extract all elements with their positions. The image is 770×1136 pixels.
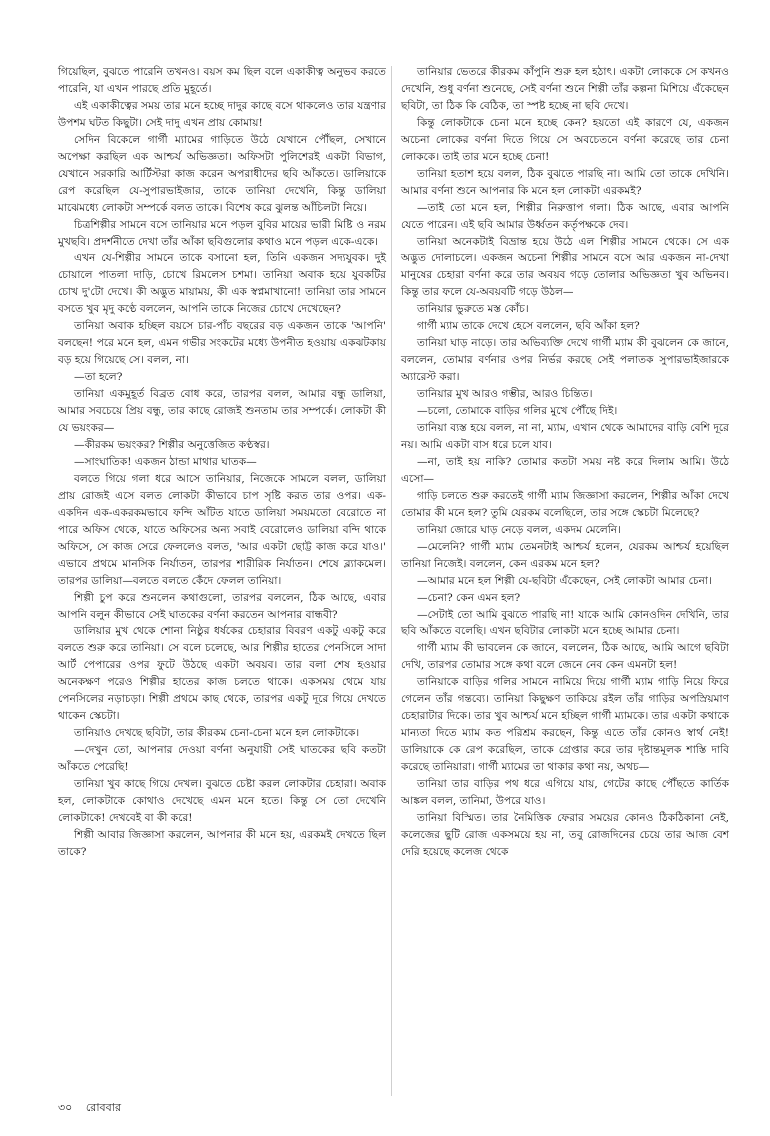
paragraph: —তা হলে? bbox=[74, 371, 123, 384]
paragraph: তানিয়াও দেখছে ছবিটা, তার কীরকম চেনা-চেনা মনে হল লোকটাকে। bbox=[74, 727, 360, 740]
paragraph: —না, তাই হয় নাকি? তোমার কতটা সময় নষ্ট করে দিলাম আমি। উঠে এসো— bbox=[401, 455, 729, 485]
paragraph: —চেনা? কেন এমন হল? bbox=[417, 591, 521, 604]
paragraph: তানিয়া খুব কাছে গিয়ে দেখল। বুঝতে চেষ্টা করল লোকটার চেহারা। অবাক হল, লোকটাকে কোথাও দেখেছে এমন মনে হতে। কিন্তু সে তো দেখেনি লোকটাকে! দেখবেই বা কী করে! bbox=[58, 778, 386, 824]
paragraph: তানিয়া ঘাড় নাড়ে। তার অভিব্যক্তি দেখে গার্গী ম্যাম কী বুঝলেন কে জানে, বললেন, তোমার বর্ণনার ওপর নির্ভর করছে সেই পলাতক সুপারভাইজারকে অ্যারেস্ট করা। bbox=[401, 337, 729, 384]
paragraph: —চলো, তোমাকে বাড়ির গলির মুখে পৌঁছে দিই। bbox=[417, 405, 618, 418]
paragraph: তানিয়া হতাশ হয়ে বলল, ঠিক বুঝতে পারছি না। আমি তো তাকে দেখিনি। আমার বর্ণনা শুনে আপনার কি মনে হল লোকটা এরকমই? bbox=[401, 167, 729, 197]
paragraph: এখন যে-শিল্পীর সামনে তাকে বসানো হল, তিনি একজন সদ্যযুবক। দুই চোয়ালে পাতলা দাড়ি, চোখে রিমলেস চশমা। তানিয়া অবাক হয়ে যুবকটির চোখ দু'টো দেখে। কী অদ্ভুত মায়াময়, কী এক স্বপ্নমাখানো! তানিয়া তার সামনে বসতে খুব মৃদু কণ্ঠে বললেন, আপনি তাকে নিজের চোখে দেখেছেন? bbox=[58, 252, 386, 316]
paragraph: চিত্রশিল্পীর সামনে বসে তানিয়ার মনে পড়ল বুবির মায়ের ভারী মিষ্টি ও নরম মুখছবি। প্রদর্শনীতে দেখা তাঁর আঁকা ছবিগুলোর কথাও মনে পড়ল একে-একে। bbox=[58, 218, 386, 248]
paragraph: শিল্পী আবার জিজ্ঞাসা করলেন, আপনার কী মনে হয়, এরকমই দেখতে ছিল তাকে? bbox=[58, 828, 386, 858]
column-divider bbox=[391, 66, 392, 1096]
paragraph: গার্গী ম্যাম তাকে দেখে হেসে বললেন, ছবি আঁকা হল? bbox=[417, 320, 640, 333]
paragraph: —কীরকম ভয়ংকর? শিল্পীর অনুত্তেজিত কণ্ঠস্বর। bbox=[74, 438, 270, 451]
paragraph: কিন্তু লোকটাকে চেনা মনে হচ্ছে কেন? হয়তো এই কারণে যে, একজন অচেনা লোকের বর্ণনা দিতে গিয়ে সে অবচেতনে বর্ণনা করেছে তার চেনা লোককে। তাই তার মনে হচ্ছে চেনা! bbox=[401, 116, 729, 163]
paragraph: —দেখুন তো, আপনার দেওয়া বর্ণনা অনুযায়ী সেই ঘাতকের ছবি কতটা আঁকতে পেরেছি! bbox=[58, 744, 386, 774]
paragraph: শিল্পী চুপ করে শুনলেন কথাগুলো, তারপর বললেন, ঠিক আছে, এবার আপনি বলুন কীভাবে সেই ঘাতকের বর্ণনা করতেন আপনার বান্ধবী? bbox=[58, 591, 386, 621]
page-number: ৩০ bbox=[58, 1101, 73, 1114]
paragraph: সেদিন বিকেলে গার্গী ম্যামের গাড়িতে উঠে যেখানে পৌঁছল, সেখানে অপেক্ষা করছিল এক আশ্চর্য অভিজ্ঞতা। অফিসটা পুলিশেরই একটা বিভাগ, যেখানে সরকারি আর্টিস্টরা কাজ করেন অপরাধীদের ছবি আঁকতে। ডালিয়াকে রেপ করেছিল যে-সুপারভাইজার, তাকে তানিয়া দেখেনি, কিন্তু ডালিয়া মাঝেমধ্যে লোকটা সম্পর্কে বলত তাকে। বিশেষ করে ঝুলন্ত আঁচিলটা নিয়ে। bbox=[58, 133, 386, 214]
paragraph: —সাংঘাতিক! একজন ঠান্ডা মাথার ঘাতক— bbox=[74, 455, 257, 468]
paragraph: তানিয়া ব্যস্ত হয়ে বলল, না না, ম্যাম, এখান থেকে আমাদের বাড়ি বেশি দূরে নয়। আমি একটা বাস ধরে চলে যাব। bbox=[401, 422, 729, 451]
paragraph: গার্গী ম্যাম কী ভাবলেন কে জানে, বললেন, ঠিক আছে, আমি আগে ছবিটা দেখি, তারপর তোমার সঙ্গে কথা বলে জেনে নেব কেন এমনটা হল! bbox=[401, 642, 729, 672]
paragraph: —তাই তো মনে হল, শিল্পীর নিরুত্তাপ গলা। ঠিক আছে, এবার আপনি যেতে পারেন। এই ছবি আমার উর্ধ্বতন কর্তৃপক্ষকে দেব। bbox=[401, 201, 729, 231]
paragraph: তানিয়ার ভেতরে কীরকম কাঁপুনি শুরু হল হঠাৎ। একটা লোককে সে কখনও দেখেনি, শুধু বর্ণনা শুনেছে, সেই বর্ণনা শুনে শিল্পী তাঁর কল্পনা মিশিয়ে এঁকেছেন ছবিটা, তা ঠিক কি বেঠিক, তা স্পষ্ট হচ্ছে না ছবি দেখে। bbox=[401, 66, 729, 112]
paragraph: বলতে গিয়ে গলা ধরে আসে তানিয়ার, নিজেকে সামলে বলল, ডালিয়া প্রায় রোজই এসে বলত লোকটা কীভাবে চাপ সৃষ্টি করত তার ওপর। এক-একদিন এক-একরকমভাবে ফন্দি আঁটত যাতে ডালিয়া সময়মতো বেরোতে না পারে অফিস থেকে, যাতে অফিসের অন্য সবাই বেরোলেও ডালিয়া বন্দি থাকে অফিসে, সে কাজ সেরে ফেললেও বলত, 'আর একটা ছোট্ট কাজ করে যাও।' এভাবে প্রথমে মানসিক নির্যাতন, তারপর শারীরিক নির্যাতন। শেষে ব্ল্যাকমেল। তারপর ডালিয়া—বলতে বলতে কেঁদে ফেলল তানিয়া। bbox=[58, 472, 386, 587]
paragraph: তানিয়ার মুখ আরও গম্ভীর, আরও চিন্তিত। bbox=[417, 388, 593, 401]
page-footer bbox=[58, 1099, 131, 1118]
paragraph: —মেলেনি? গার্গী ম্যাম তেমনটাই আশ্চর্য হলেন, যেরকম আশ্চর্য হয়েছিল তানিয়া নিজেই। বললেন, কেন এরকম মনে হল? bbox=[401, 540, 729, 570]
paragraph: —সেটাই তো আমি বুঝতে পারছি না! যাকে আমি কোনওদিন দেখিনি, তার ছবি আঁকতে বলেছি। এখন ছবিটার লোকটা মনে হচ্ছে আমার চেনা। bbox=[401, 608, 729, 638]
right-column bbox=[401, 64, 729, 861]
paragraph: তানিয়া একমুহূর্ত বিব্রত বোধ করে, তারপর বলল, আমার বন্ধু ডালিয়া, আমার সবচেয়ে প্রিয় বন্ধু, তার কাছে রোজই শুনতাম তার সম্পর্কে। লোকটা কী যে ভয়ংকর— bbox=[58, 388, 386, 435]
paragraph: তানিয়ার ভুরুতে মস্ত কোঁচ। bbox=[417, 303, 529, 316]
paragraph: —আমার মনে হল শিল্পী যে-ছবিটা এঁকেছেন, সেই লোকটা আমার চেনা। bbox=[417, 574, 712, 587]
paragraph: তানিয়া তার বাড়ির পথ ধরে এগিয়ে যায়, গেটের কাছে পৌঁছতে কার্তিক আঙ্কল বলল, তানিমা, উপরে যাও। bbox=[401, 778, 729, 807]
left-column bbox=[58, 64, 386, 861]
paragraph: তানিয়া অনেকটাই বিভ্রান্ত হয়ে উঠে এল শিল্পীর সামনে থেকে। সে এক অদ্ভুত দোলাচলে। একজন অচেনা শিল্পীর সামনে বসে আর একজন না-দেখা মানুষের চেহারা বর্ণনা করে তার অবয়ব গড়ে তোলার অভিজ্ঞতা খুব অভিনব। কিন্তু তার ফলে যে-অবয়বটি গড়ে উঠল— bbox=[401, 235, 729, 299]
paragraph: এই একাকীত্বের সময় তার মনে হচ্ছে দাদুর কাছে বসে থাকলেও তার যন্ত্রণার উপশম ঘটত কিছুটা। সেই দাদু এখন প্রায় কোমায়! bbox=[58, 99, 386, 129]
paragraph: তানিয়াকে বাড়ির গলির সামনে নামিয়ে দিয়ে গার্গী ম্যাম গাড়ি নিয়ে ফিরে গেলেন তাঁর গন্তব্যে। তানিয়া কিছুক্ষণ তাকিয়ে রইল তাঁর গাড়ির অপস্রিয়মাণ চেহারাটার দিকে। তার খুব আশ্চর্য মনে হচ্ছিল গার্গী ম্যামকে। তার একটা কথাকে মান্যতা দিতে ম্যাম কত পরিশ্রম করছেন, কিন্তু এতে তাঁর কোনও স্বার্থ নেই! ডালিয়াকে কে রেপ করেছিল, তাকে গ্রেপ্তার করে তার দৃষ্টান্তমূলক শাস্তি দাবি করেছে তানিয়ারা। গার্গী ম্যামের তা থাকার কথা নয়, অথচ— bbox=[401, 676, 729, 774]
paragraph: গিয়েছিল, বুঝতে পারেনি তখনও। বয়স কম ছিল বলে একাকীত্ব অনুভব করতে পারেনি, যা এখন পারছে প্রতি মুহূর্তে। bbox=[58, 66, 386, 95]
paragraph: তানিয়া জোরে ঘাড় নেড়ে বলল, একদম মেলেনি। bbox=[417, 523, 621, 536]
paragraph: তানিয়া অবাক হচ্ছিল বয়সে চার-পাঁচ বছরের বড় একজন তাকে 'আপনি' বলছেন! পরে মনে হল, এমন গভীর সংকটের মধ্যে উপনীত হওয়ায় একঝটকায় বড় হয়ে গিয়েছে সে। বলল, না। bbox=[58, 320, 386, 367]
paragraph: গাড়ি চলতে শুরু করতেই গার্গী ম্যাম জিজ্ঞাসা করলেন, শিল্পীর আঁকা দেখে তোমার কী মনে হল? তুমি যেরকম বলেছিলে, তার সঙ্গে স্কেচটা মিলেছে? bbox=[401, 489, 729, 519]
paragraph: ডালিয়ার মুখ থেকে শোনা নিষ্ঠুর ধর্ষকের চেহারার বিবরণ একটু একটু করে বলতে শুরু করে তানিয়া। সে বলে চলেছে, আর শিল্পীর হাতের পেনসিলে সাদা আর্ট পেপারের ওপর ফুটে উঠছে একটা অবয়ব। তার বলা শেষ হওয়ার অনেকক্ষণ পরেও শিল্পীর হাতের কাজ চলতে থাকে। একসময় থেমে যায় পেনসিলের নড়াচড়া। শিল্পী প্রথমে কাছ থেকে, তারপর একটু দূরে গিয়ে দেখতে থাকেন স্কেচটা। bbox=[58, 625, 386, 723]
magazine-name: রোববার bbox=[85, 1101, 122, 1114]
paragraph: তানিয়া বিস্মিত। তার নৈমিত্তিক ফেরার সময়ের কোনও ঠিকঠিকানা নেই, কলেজের ছুটি রোজ একসময়ে হয় না, তবু রোজদিনের চেয়ে তার আজ বেশ দেরি হয়েছে কলেজ থেকে bbox=[401, 811, 729, 858]
